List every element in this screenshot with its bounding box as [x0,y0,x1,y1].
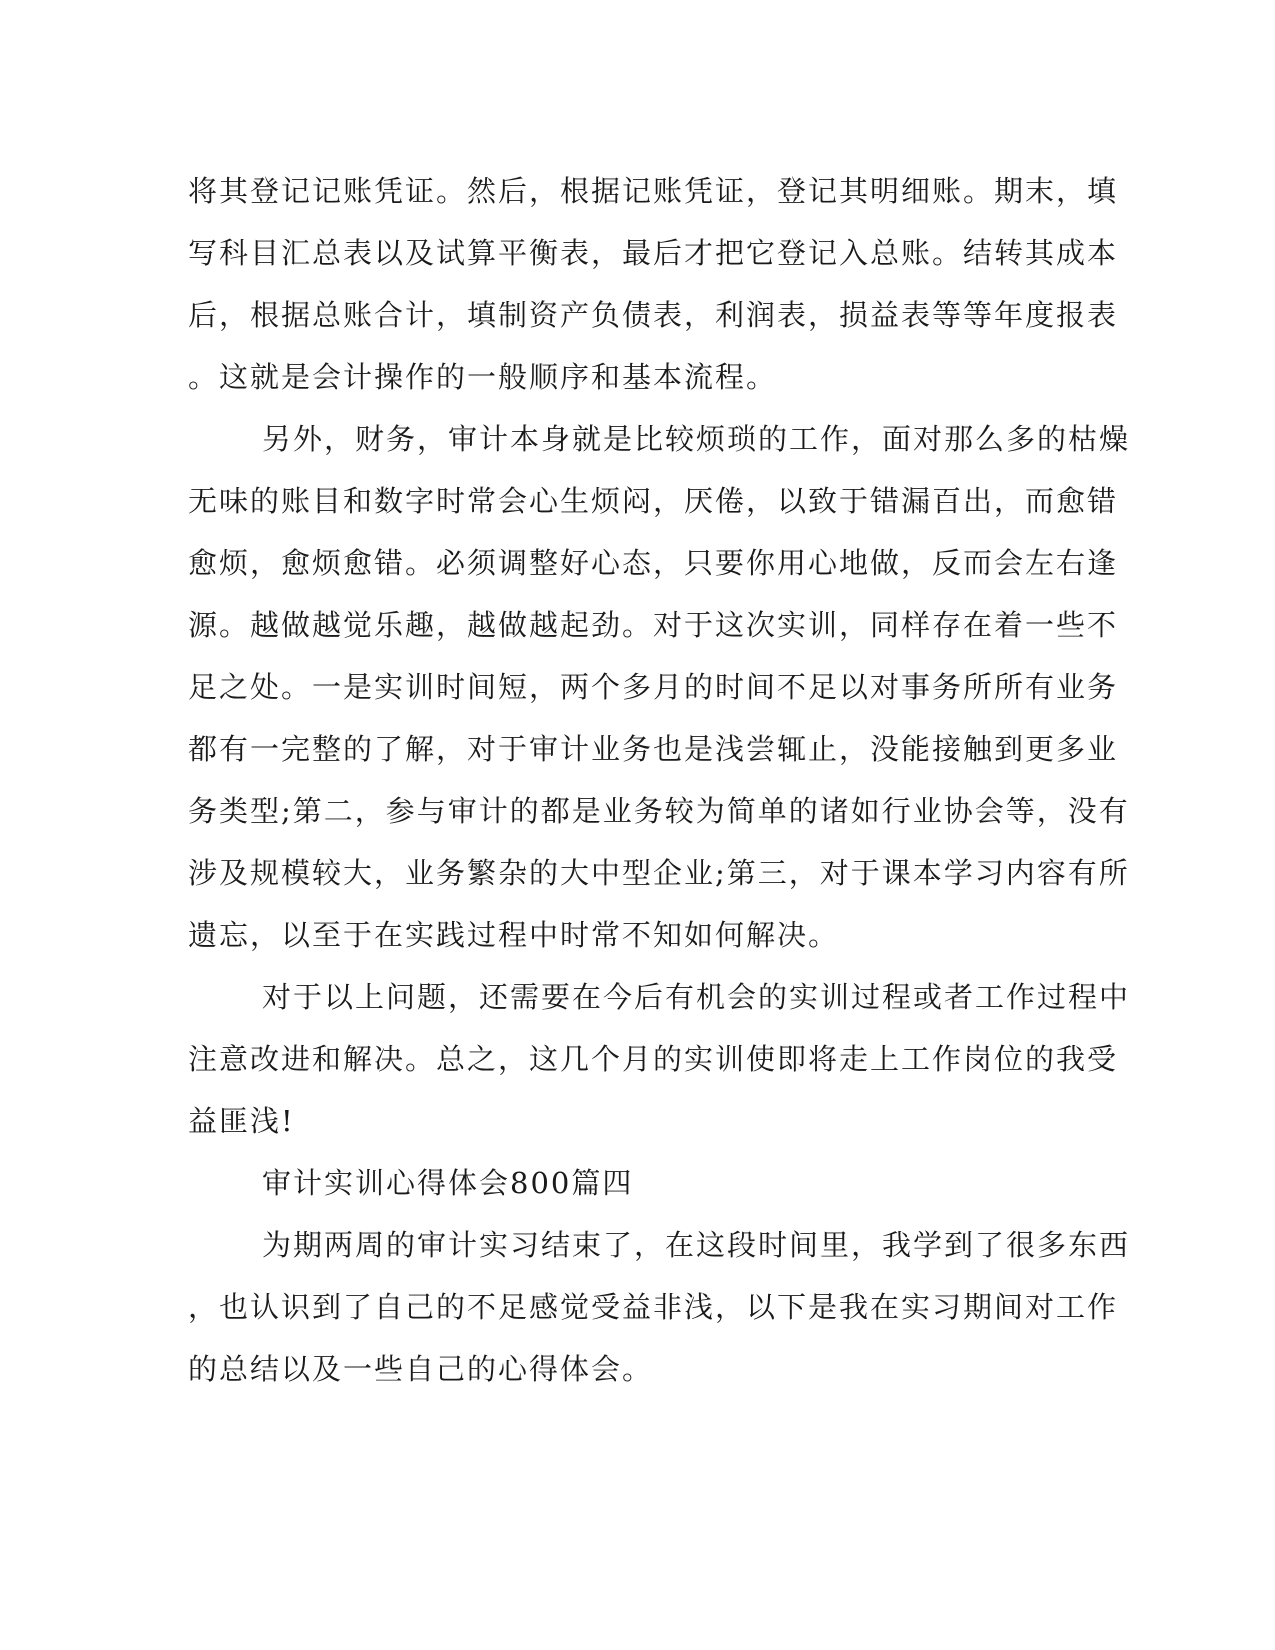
text-line: 愈烦，愈烦愈错。必须调整好心态，只要你用心地做，反而会左右逢 [188,546,1119,580]
text-line: 无味的账目和数字时常会心生烦闷，厌倦，以致于错漏百出，而愈错 [188,484,1119,518]
paragraph-internship-intro [188,1214,1131,1400]
text-line: 遗忘，以至于在实践过程中时常不知如何解决。 [188,918,840,952]
text-line: 将其登记记账凭证。然后，根据记账凭证，登记其明细账。期末，填 [188,174,1119,208]
text-line: 后，根据总账合计，填制资产负债表，利润表，损益表等等年度报表 [188,298,1119,332]
text-line: ，也认识到了自己的不足感觉受益非浅，以下是我在实习期间对工作 [188,1290,1119,1324]
text-line: 对于以上问题，还需要在今后有机会的实训过程或者工作过程中 [262,980,1131,1014]
text-line: 涉及规模较大，业务繁杂的大中型企业;第三，对于课本学习内容有所 [188,856,1130,890]
paragraph-shortcomings [188,408,1131,966]
section-heading: 审计实训心得体会800篇四 [262,1166,634,1200]
text-line: 务类型;第二，参与审计的都是业务较为简单的诸如行业协会等，没有 [188,794,1130,828]
text-line: 另外，财务，审计本身就是比较烦琐的工作，面对那么多的枯燥 [262,422,1131,456]
paragraph-accounting-process [188,160,1119,408]
document-body [188,160,1131,1400]
paragraph-conclusion [188,966,1131,1152]
text-line: 都有一完整的了解，对于审计业务也是浅尝辄止，没能接触到更多业 [188,732,1119,766]
text-line: 足之处。一是实训时间短，两个多月的时间不足以对事务所所有业务 [188,670,1119,704]
text-line: 注意改进和解决。总之，这几个月的实训使即将走上工作岗位的我受 [188,1042,1119,1076]
text-line: 的总结以及一些自己的心得体会。 [188,1352,654,1386]
text-line: 写科目汇总表以及试算平衡表，最后才把它登记入总账。结转其成本 [188,236,1119,270]
text-line: 为期两周的审计实习结束了，在这段时间里，我学到了很多东西 [262,1228,1131,1262]
text-line: 源。越做越觉乐趣，越做越起劲。对于这次实训，同样存在着一些不 [188,608,1119,642]
text-line: 。这就是会计操作的一般顺序和基本流程。 [188,360,778,394]
text-line: 益匪浅! [188,1104,295,1138]
